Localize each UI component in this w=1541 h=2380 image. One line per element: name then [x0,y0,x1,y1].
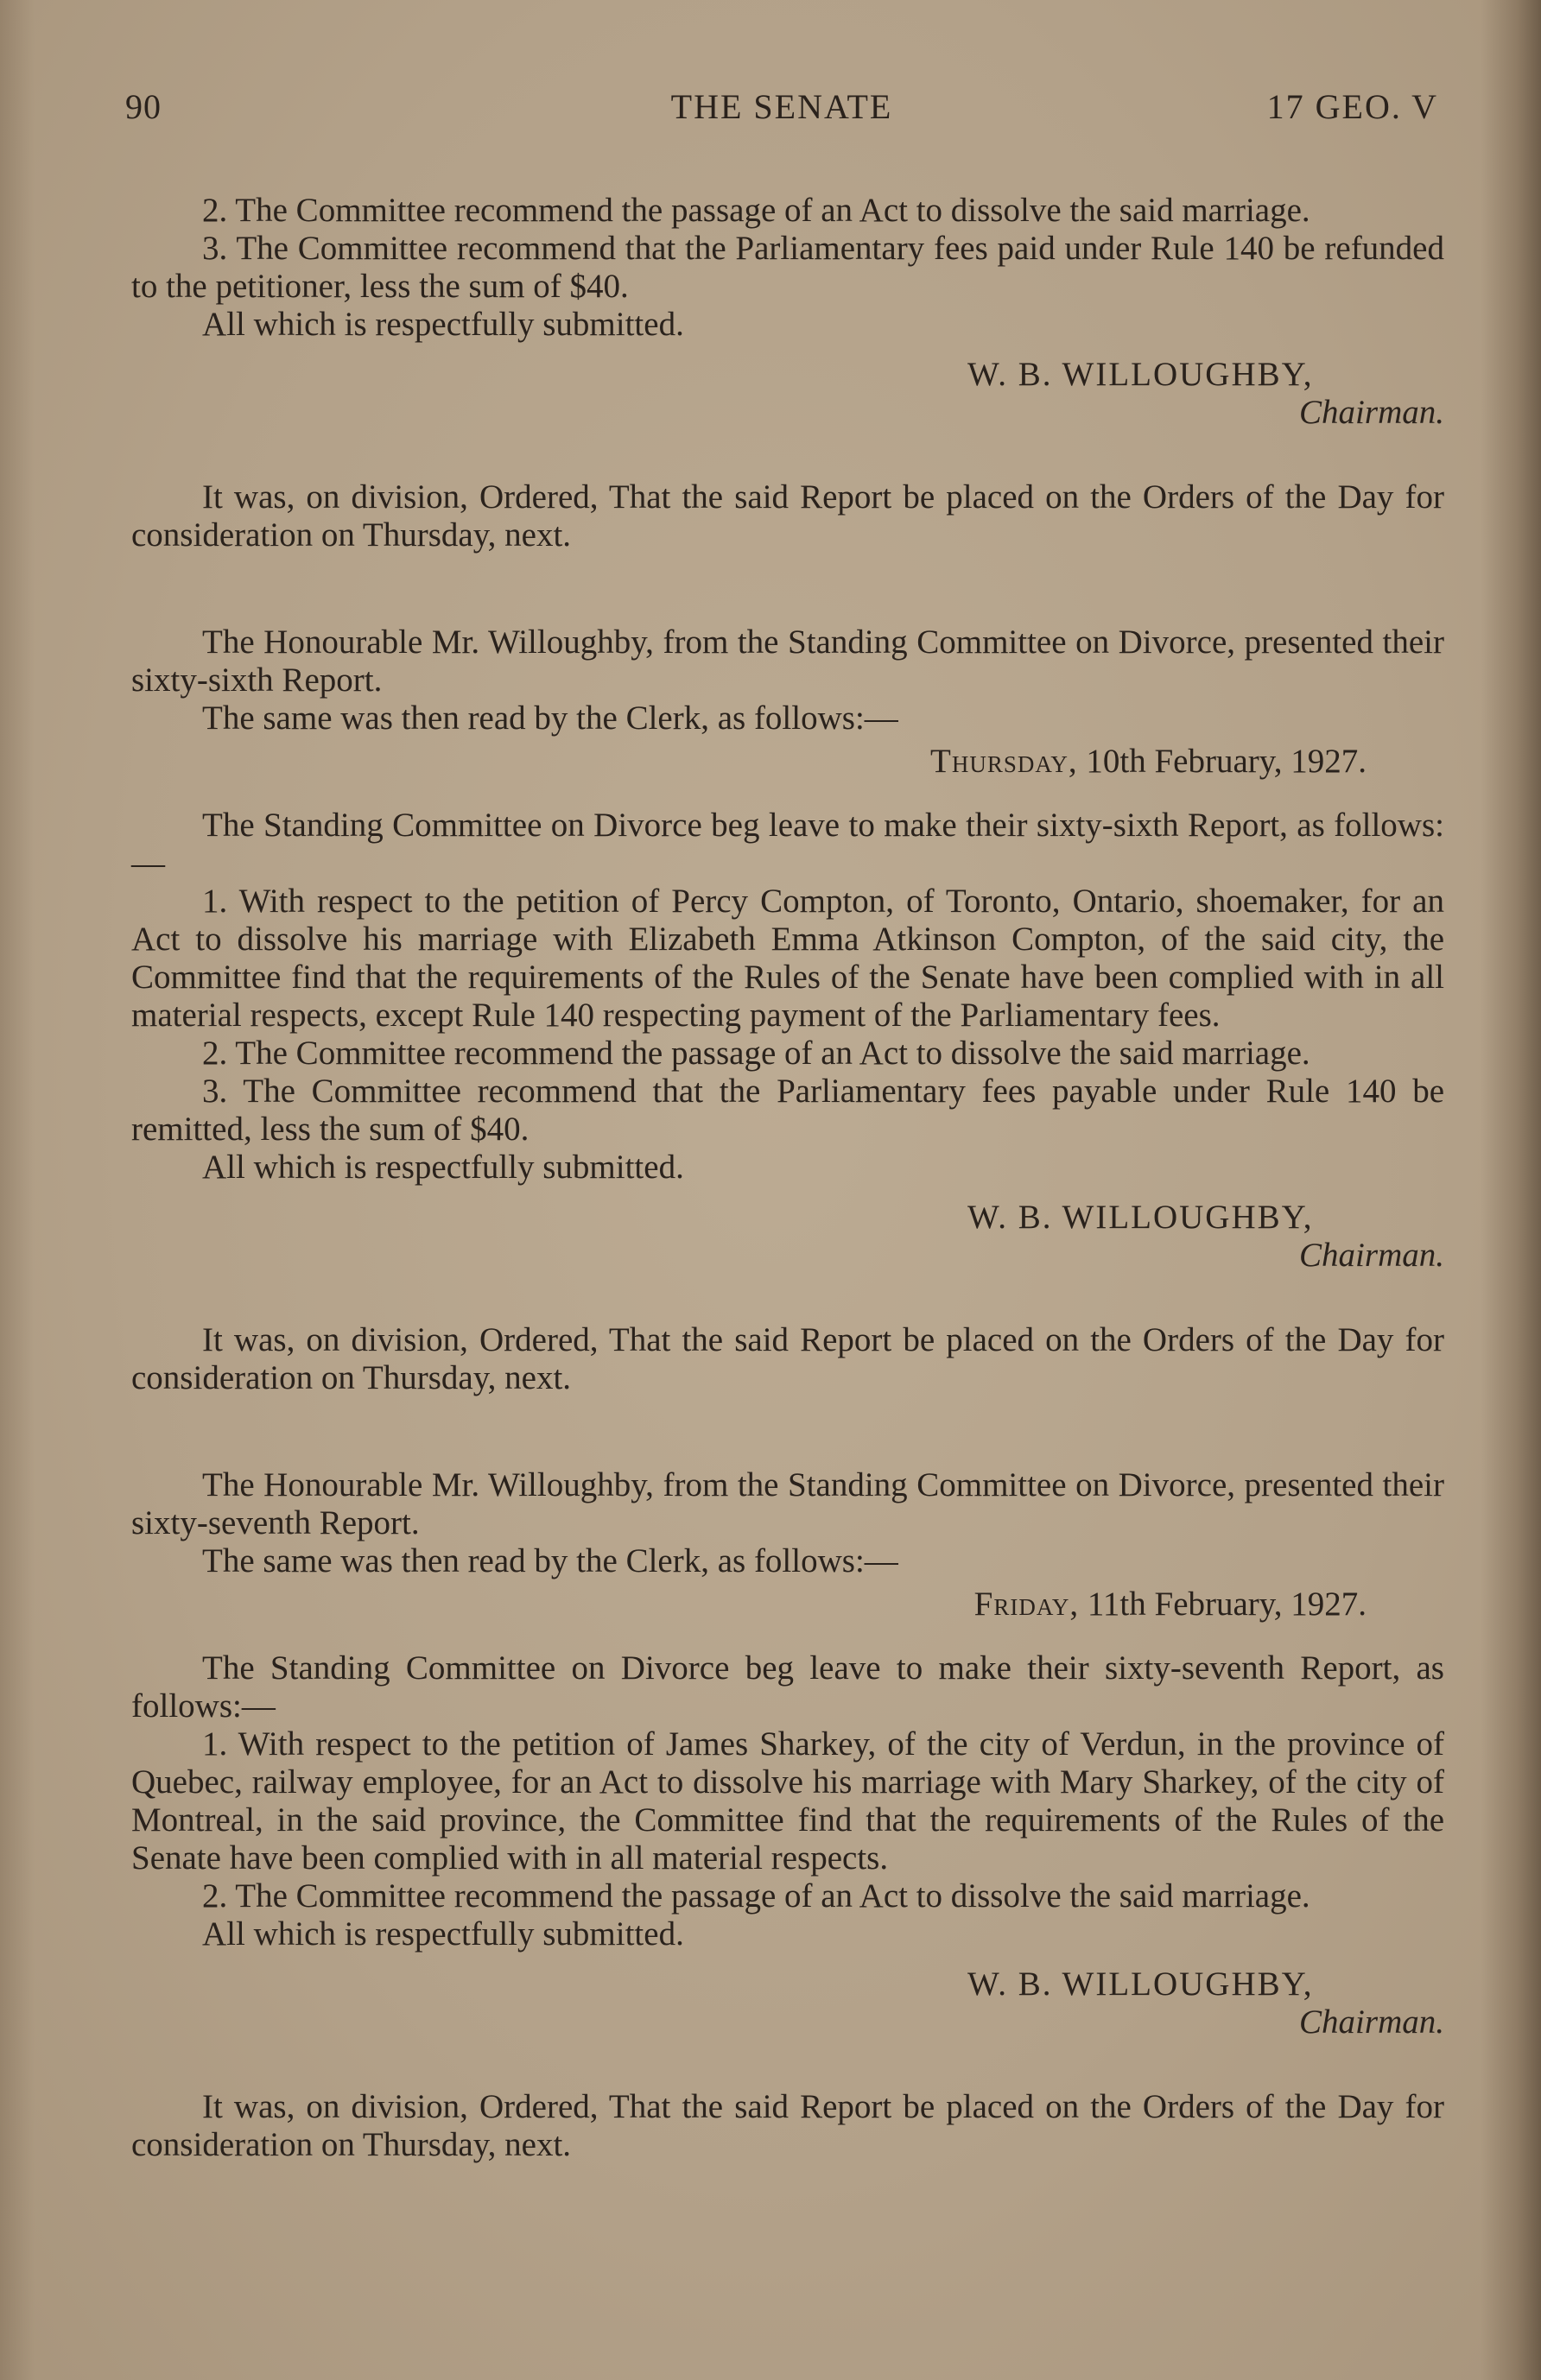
submitted-line: All which is respectfully submitted. [202,1915,684,1953]
page-number: 90 [125,87,162,126]
report-intro: The Standing Committee on Divorce beg leave to make their sixty-seventh Report, as follows:— [131,1649,1444,1725]
petition-paragraph: 1. With respect to the petition of Percy Compton, of Toronto, Ontario, shoemaker, for an Act to dissolve his marriage with Elizabeth Emma Atkinson Compton, of the said city, the Committee find that the requirements of the Rules of the Senate have been complied with in all material respects, except Rule 140 respecting payment of the Parliamentary fees. [131,883,1444,1034]
read-by-clerk: The same was then read by the Clerk, as follows:— [202,699,898,737]
recommendation-3: 3. The Committee recommend that the Parliamentary fees payable under Rule 140 be remitted, less the sum of $40. [131,1073,1444,1148]
submitted-line: All which is respectfully submitted. [202,306,684,343]
presentation-paragraph: The Honourable Mr. Willoughby, from the Standing Committee on Divorce, presented their sixty-sixth Report. [131,623,1444,699]
sixty-seventh-report [131,1466,1444,2164]
order-paragraph: It was, on division, Ordered, That the said Report be placed on the Orders of the Day for consideration on Thursday, next. [131,478,1444,554]
regnal-year: 17 GEO. V [1266,87,1438,126]
recommendation-2: 2. The Committee recommend the passage of an Act to dissolve the said marriage. [202,192,1310,229]
chairman-title: Chairman. [1299,2003,1444,2041]
recommendation-3: 3. The Committee recommend that the Parliamentary fees paid under Rule 140 be refunded to the petitioner, less the sum of $40. [131,230,1444,305]
report-date-rest: 10th February, 1927. [1077,743,1367,780]
order-paragraph: It was, on division, Ordered, That the said Report be placed on the Orders of the Day for consideration on Thursday, next. [131,2088,1444,2163]
read-by-clerk: The same was then read by the Clerk, as follows:— [202,1542,898,1579]
recommendation-2: 2. The Committee recommend the passage of an Act to dissolve the said marriage. [202,1877,1310,1915]
chairman-signature: W. B. WILLOUGHBY, [967,1965,1314,2003]
presentation-paragraph: The Honourable Mr. Willoughby, from the Standing Committee on Divorce, presented their sixty-seventh Report. [131,1466,1444,1541]
chairman-signature: W. B. WILLOUGHBY, [967,356,1314,393]
petition-paragraph: 1. With respect to the petition of James Sharkey, of the city of Verdun, in the province of Quebec, railway employee, for an Act to dissolve his marriage with Mary Sharkey, of the city of Montreal, in the said province, the Committee find that the requirements of the Rules of the Senate have been complied with in all material respects. [131,1725,1444,1877]
running-title: THE SENATE [670,87,893,126]
chairman-title: Chairman. [1299,394,1444,431]
sixty-sixth-report [131,623,1444,1397]
report-intro: The Standing Committee on Divorce beg leave to make their sixty-sixth Report, as follows:— [131,807,1444,882]
report-date [131,1586,1444,1624]
running-header [125,86,1438,138]
chairman-signature: W. B. WILLOUGHBY, [967,1199,1314,1236]
report-date-rest: 11th February, 1927. [1079,1586,1367,1623]
submitted-line: All which is respectfully submitted. [202,1149,684,1186]
page-shadow-right [1481,0,1541,2380]
page-shadow-left [0,0,35,2380]
report-date-day: Thursday, [930,743,1078,780]
report-date [131,743,1444,781]
report-continuation [131,192,1444,554]
recommendation-2: 2. The Committee recommend the passage of an Act to dissolve the said marriage. [202,1035,1310,1072]
chairman-title: Chairman. [1299,1237,1444,1274]
report-date-day: Friday, [973,1586,1080,1623]
order-paragraph: It was, on division, Ordered, That the said Report be placed on the Orders of the Day for consideration on Thursday, next. [131,1321,1444,1396]
journal-body [131,192,1444,2164]
